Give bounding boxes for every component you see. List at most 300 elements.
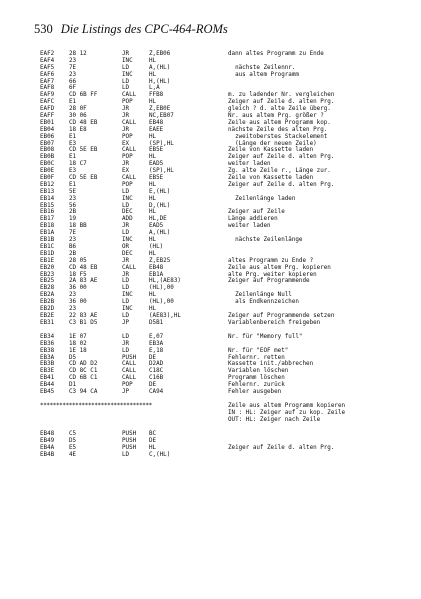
assembly-listing	[40, 51, 420, 459]
mnemonic-cell: INC	[122, 195, 133, 202]
address-cell: EB4B	[40, 451, 55, 458]
address-cell: EB01	[40, 119, 55, 126]
mnemonic-cell: LD	[122, 451, 130, 458]
comment-cell: weiter laden	[228, 223, 271, 230]
listing-row	[40, 285, 420, 292]
listing-row	[40, 175, 420, 182]
mnemonic-cell: LD	[122, 230, 130, 237]
address-cell: EB3A	[40, 354, 55, 361]
mnemonic-cell: LD	[122, 85, 130, 92]
address-cell: EB28	[40, 285, 55, 292]
address-cell: EAFC	[40, 99, 55, 106]
operand-cell: HL,(AE83)	[149, 278, 181, 285]
listing-row	[40, 452, 420, 459]
routine-output-text: OUT: HL: Zeiger nach Zeile	[228, 417, 321, 424]
opcode-bytes-cell: D1	[69, 382, 77, 389]
mnemonic-cell: OR	[122, 243, 130, 250]
opcode-bytes-cell: E3	[69, 168, 77, 175]
mnemonic-cell: JR	[122, 126, 130, 133]
operand-cell: HL	[149, 133, 157, 140]
comment-cell: Zeilenlänge Null	[228, 292, 292, 299]
opcode-bytes-cell: 1E 07	[69, 333, 87, 340]
operand-cell: L,A	[149, 85, 160, 92]
operand-cell: Z,EB0E	[149, 106, 171, 113]
address-cell: EB2E	[40, 312, 55, 319]
listing-row	[40, 368, 420, 375]
operand-cell: HL	[149, 181, 157, 188]
mnemonic-cell: INC	[122, 71, 133, 78]
address-cell: EB14	[40, 195, 55, 202]
operand-cell: HL	[149, 195, 157, 202]
address-cell: EB0B	[40, 154, 55, 161]
mnemonic-cell: LD	[122, 188, 130, 195]
opcode-bytes-cell: CD 48 EB	[69, 264, 98, 271]
address-cell: EB1A	[40, 230, 55, 237]
operand-cell: E,18	[149, 347, 164, 354]
mnemonic-cell: LD	[122, 347, 130, 354]
comment-cell: dann altes Programm zu Ende	[228, 51, 324, 57]
opcode-bytes-cell: 23	[69, 195, 77, 202]
mnemonic-cell: CALL	[122, 92, 137, 99]
operand-cell: HL	[149, 250, 157, 257]
listing-row	[40, 85, 420, 92]
listing-row	[40, 223, 420, 230]
listing-row	[40, 313, 420, 320]
mnemonic-cell: JR	[122, 257, 130, 264]
mnemonic-cell: JR	[122, 271, 130, 278]
listing-row	[40, 141, 420, 148]
address-cell: EB48	[40, 431, 55, 438]
operand-cell: C,(HL)	[149, 451, 171, 458]
opcode-bytes-cell: 18 C7	[69, 161, 87, 168]
mnemonic-cell: POP	[122, 181, 133, 188]
opcode-bytes-cell: 18 BB	[69, 223, 87, 230]
opcode-bytes-cell: 2A 83 AE	[69, 278, 98, 285]
mnemonic-cell: DEC	[122, 209, 133, 216]
listing-row	[40, 196, 420, 203]
operand-cell: A,(HL)	[149, 230, 171, 237]
mnemonic-cell: INC	[122, 57, 133, 64]
listing-row	[40, 161, 420, 168]
comment-cell: Zeile aus altem Prg. kopieren	[228, 264, 331, 271]
comment-cell: Zeiger auf Programmende setzen	[228, 312, 335, 319]
listing-row	[40, 306, 420, 313]
opcode-bytes-cell: 4E	[69, 451, 77, 458]
mnemonic-cell: JR	[122, 106, 130, 113]
operand-cell: D5B1	[149, 319, 164, 326]
mnemonic-cell: POP	[122, 99, 133, 106]
address-cell: EB04	[40, 126, 55, 133]
address-cell: EB45	[40, 389, 55, 396]
address-cell: EB25	[40, 278, 55, 285]
page-header	[34, 22, 414, 38]
mnemonic-cell: LD	[122, 299, 130, 306]
opcode-bytes-cell: 28 05	[69, 257, 87, 264]
mnemonic-cell: PUSH	[122, 444, 137, 451]
comment-cell: Fehlernr. zurück	[228, 382, 285, 389]
address-cell: EAF2	[40, 51, 55, 57]
mnemonic-cell: JR	[122, 51, 130, 57]
address-cell: EAF9	[40, 92, 55, 99]
operand-cell: HL	[149, 154, 157, 161]
address-cell: EB08	[40, 147, 55, 154]
opcode-bytes-cell: B6	[69, 243, 77, 250]
address-cell: EB18	[40, 223, 55, 230]
operand-cell: HL	[149, 71, 157, 78]
operand-cell: CA94	[149, 389, 164, 396]
opcode-bytes-cell: 30 06	[69, 113, 87, 120]
mnemonic-cell: EX	[122, 168, 130, 175]
address-cell: EB1B	[40, 237, 55, 244]
operand-cell: (SP),HL	[149, 140, 174, 147]
comment-cell: Zeiger auf Zeile d. alten Prg.	[228, 99, 335, 106]
opcode-bytes-cell: D5	[69, 354, 77, 361]
operand-cell: HL	[149, 209, 157, 216]
listing-row	[40, 251, 420, 258]
address-cell: EB07	[40, 140, 55, 147]
comment-cell: nächste Zeilenlänge	[228, 237, 303, 244]
mnemonic-cell: CALL	[122, 368, 137, 375]
operand-cell: EAEE	[149, 126, 164, 133]
mnemonic-cell: CALL	[122, 147, 137, 154]
opcode-bytes-cell: E3	[69, 140, 77, 147]
asterisk-separator: ***********************************	[40, 403, 152, 410]
operand-cell: A,(HL)	[149, 64, 171, 71]
operand-cell: EAD5	[149, 161, 164, 168]
operand-cell: H,(HL)	[149, 78, 171, 85]
comment-cell: alte Prg. weiter kopieren	[228, 271, 317, 278]
mnemonic-cell: POP	[122, 133, 133, 140]
operand-cell: HL	[149, 305, 157, 312]
address-cell: EB36	[40, 340, 55, 347]
operand-cell: BC	[149, 431, 157, 438]
opcode-bytes-cell: CD 5E EB	[69, 147, 98, 154]
mnemonic-cell: JP	[122, 319, 130, 326]
listing-row	[40, 230, 420, 237]
opcode-bytes-cell: 22 83 AE	[69, 312, 98, 319]
operand-cell: NC,EB07	[149, 113, 174, 120]
operand-cell: DE	[149, 438, 157, 445]
listing-row	[40, 445, 420, 452]
address-cell: EB20	[40, 264, 55, 271]
address-cell: EB49	[40, 438, 55, 445]
address-cell: EB0C	[40, 161, 55, 168]
address-cell: EAF7	[40, 78, 55, 85]
address-cell: EB44	[40, 382, 55, 389]
opcode-bytes-cell: 1E 18	[69, 347, 87, 354]
mnemonic-cell: POP	[122, 154, 133, 161]
operand-cell: D2AD	[149, 361, 164, 368]
address-cell: EB0F	[40, 175, 55, 182]
comment-cell: Fehlernr. retten	[228, 354, 285, 361]
listing-block-2	[40, 334, 420, 396]
operand-cell: E,07	[149, 333, 164, 340]
listing-row	[40, 237, 420, 244]
address-cell: EAF8	[40, 85, 55, 92]
address-cell: EB13	[40, 188, 55, 195]
opcode-bytes-cell: E1	[69, 133, 77, 140]
listing-row	[40, 189, 420, 196]
opcode-bytes-cell: D5	[69, 438, 77, 445]
comment-cell: Länge addieren	[228, 216, 278, 223]
address-cell: EB31	[40, 319, 55, 326]
mnemonic-cell: LD	[122, 64, 130, 71]
comment-cell: Fehler ausgeben	[228, 389, 282, 396]
opcode-bytes-cell: 23	[69, 71, 77, 78]
mnemonic-cell: INC	[122, 292, 133, 299]
listing-row	[40, 58, 420, 65]
mnemonic-cell: LD	[122, 312, 130, 319]
address-cell: EB3B	[40, 361, 55, 368]
mnemonic-cell: JR	[122, 340, 130, 347]
address-cell: EB23	[40, 271, 55, 278]
operand-cell: HL	[149, 292, 157, 299]
address-cell: EAF4	[40, 57, 55, 64]
operand-cell: DE	[149, 382, 157, 389]
address-cell: EB15	[40, 202, 55, 209]
comment-cell: Nr. für "Memory full"	[228, 333, 303, 340]
opcode-bytes-cell: E1	[69, 154, 77, 161]
comment-cell: m. zu ladender Nr. vergleichen	[228, 92, 335, 99]
block-spacer	[40, 327, 420, 334]
mnemonic-cell: POP	[122, 382, 133, 389]
listing-row	[40, 120, 420, 127]
operand-cell: Z,EB06	[149, 51, 171, 57]
opcode-bytes-cell: 18 02	[69, 340, 87, 347]
address-cell: EB2B	[40, 299, 55, 306]
listing-row	[40, 431, 420, 438]
opcode-bytes-cell: CD 8C C1	[69, 368, 98, 375]
opcode-bytes-cell: 2B	[69, 209, 77, 216]
listing-row	[40, 92, 420, 99]
mnemonic-cell: CALL	[122, 264, 137, 271]
address-cell: EB3E	[40, 368, 55, 375]
opcode-bytes-cell: 19	[69, 216, 77, 223]
comment-cell: Zeiger auf Programmende	[228, 278, 310, 285]
operand-cell: C18C	[149, 368, 164, 375]
operand-cell: HL	[149, 99, 157, 106]
listing-row	[40, 154, 420, 161]
comment-cell: Zeile von Kassette laden	[228, 175, 314, 182]
address-cell: EB2D	[40, 305, 55, 312]
mnemonic-cell: JR	[122, 113, 130, 120]
address-cell: EB12	[40, 181, 55, 188]
operand-cell: HL	[149, 57, 157, 64]
operand-cell: FFB8	[149, 92, 164, 99]
address-cell: EB06	[40, 133, 55, 140]
opcode-bytes-cell: C5	[69, 431, 77, 438]
listing-row	[40, 334, 420, 341]
listing-row	[40, 216, 420, 223]
operand-cell: D,(HL)	[149, 202, 171, 209]
mnemonic-cell: INC	[122, 305, 133, 312]
opcode-bytes-cell: 23	[69, 57, 77, 64]
comment-cell: Variablenbereich freigeben	[228, 319, 321, 326]
listing-row	[40, 134, 420, 141]
mnemonic-cell: LD	[122, 78, 130, 85]
comment-cell: nächste Zeile des alten Prg.	[228, 126, 328, 133]
listing-row	[40, 292, 420, 299]
mnemonic-cell: JR	[122, 161, 130, 168]
address-cell: EAFD	[40, 106, 55, 113]
opcode-bytes-cell: 23	[69, 305, 77, 312]
listing-row	[40, 99, 420, 106]
opcode-bytes-cell: C3 B1 D5	[69, 319, 98, 326]
operand-cell: HL	[149, 444, 157, 451]
opcode-bytes-cell: 18 E8	[69, 126, 87, 133]
operand-cell: EB48	[149, 264, 164, 271]
opcode-bytes-cell: 6F	[69, 85, 77, 92]
opcode-bytes-cell: 7E	[69, 64, 77, 71]
address-cell: EB0E	[40, 168, 55, 175]
operand-cell: (SP),HL	[149, 168, 174, 175]
operand-cell: EAD5	[149, 223, 164, 230]
opcode-bytes-cell: E1	[69, 181, 77, 188]
listing-row	[40, 79, 420, 86]
address-cell: EAF5	[40, 64, 55, 71]
listing-row	[40, 147, 420, 154]
block-spacer	[40, 424, 420, 431]
opcode-bytes-cell: E1	[69, 99, 77, 106]
mnemonic-cell: INC	[122, 237, 133, 244]
opcode-bytes-cell: 28 0F	[69, 106, 87, 113]
comment-cell: Zg. alte Zeile r., Länge zur.	[228, 168, 331, 175]
mnemonic-cell: CALL	[122, 175, 137, 182]
mnemonic-cell: PUSH	[122, 354, 137, 361]
opcode-bytes-cell: 18 F5	[69, 271, 87, 278]
comment-cell: Kassette init./abbrechen	[228, 361, 314, 368]
address-cell: EB1C	[40, 243, 55, 250]
operand-cell: (HL),00	[149, 285, 174, 292]
routine-input-note	[40, 410, 420, 417]
mnemonic-cell: EX	[122, 140, 130, 147]
routine-description: Zeile aus altem Programm kopieren	[228, 403, 346, 410]
listing-row	[40, 203, 420, 210]
mnemonic-cell: LD	[122, 333, 130, 340]
operand-cell: C16B	[149, 375, 164, 382]
mnemonic-cell: CALL	[122, 375, 137, 382]
mnemonic-cell: CALL	[122, 119, 137, 126]
opcode-bytes-cell: CD 6B FF	[69, 92, 98, 99]
address-cell: EB34	[40, 333, 55, 340]
comment-cell: Zeiger auf Zeile d. alten Prg.	[228, 154, 335, 161]
comment-cell: Zeiger auf Zeile	[228, 209, 285, 216]
opcode-bytes-cell: 2B	[69, 250, 77, 257]
listing-row	[40, 258, 420, 265]
address-cell: EB38	[40, 347, 55, 354]
opcode-bytes-cell: 66	[69, 78, 77, 85]
comment-cell: gleich ? d. alte Zeile überg.	[228, 106, 331, 113]
listing-row	[40, 209, 420, 216]
operand-cell: EB48	[149, 119, 164, 126]
mnemonic-cell: ADD	[122, 216, 133, 223]
mnemonic-cell: LD	[122, 285, 130, 292]
opcode-bytes-cell: 23	[69, 237, 77, 244]
address-cell: EB2A	[40, 292, 55, 299]
listing-row	[40, 438, 420, 445]
mnemonic-cell: JP	[122, 389, 130, 396]
comment-cell: Programm löschen	[228, 375, 285, 382]
listing-row	[40, 299, 420, 306]
listing-row	[40, 65, 420, 72]
listing-row	[40, 106, 420, 113]
listing-row	[40, 265, 420, 272]
comment-cell: Zeile aus altem Programm kop.	[228, 119, 331, 126]
mnemonic-cell: DEC	[122, 250, 133, 257]
address-cell: EB41	[40, 375, 55, 382]
listing-row	[40, 320, 420, 327]
listing-row	[40, 72, 420, 79]
opcode-bytes-cell: CD 5E EB	[69, 175, 98, 182]
operand-cell: HL	[149, 237, 157, 244]
listing-row	[40, 272, 420, 279]
address-cell: EB16	[40, 209, 55, 216]
mnemonic-cell: LD	[122, 202, 130, 209]
opcode-bytes-cell: 36 00	[69, 299, 87, 306]
address-cell: EAF6	[40, 71, 55, 78]
listing-row	[40, 348, 420, 355]
comment-cell: aus altem Programm	[228, 71, 299, 78]
mnemonic-cell: PUSH	[122, 431, 137, 438]
listing-row	[40, 375, 420, 382]
opcode-bytes-cell: E5	[69, 444, 77, 451]
operand-cell: (HL)	[149, 243, 164, 250]
operand-cell: (HL),00	[149, 299, 174, 306]
operand-cell: EB1A	[149, 271, 164, 278]
operand-cell: DE	[149, 354, 157, 361]
mnemonic-cell: JR	[122, 223, 130, 230]
operand-cell: EB5E	[149, 147, 164, 154]
comment-cell: Variablen löschen	[228, 368, 289, 375]
mnemonic-cell: CALL	[122, 361, 137, 368]
listing-block-1	[40, 51, 420, 327]
listing-row	[40, 382, 420, 389]
block-spacer	[40, 396, 420, 403]
listing-row	[40, 182, 420, 189]
page-title: Die Listings des CPC-464-ROMs	[60, 22, 228, 36]
opcode-bytes-cell: 5E	[69, 188, 77, 195]
listing-row	[40, 341, 420, 348]
listing-block-3	[40, 431, 420, 459]
operand-cell: E,(HL)	[149, 188, 171, 195]
operand-cell: (AE83),HL	[149, 312, 181, 319]
comment-cell: altes Programm zu Ende ?	[228, 257, 314, 264]
opcode-bytes-cell: 36 00	[69, 285, 87, 292]
routine-input-text: IN : HL: Zeiger auf zu kop. Zeile	[228, 410, 346, 417]
listing-row	[40, 278, 420, 285]
comment-cell: Zeiger auf Zeile d. alten Prg.	[228, 181, 335, 188]
listing-row	[40, 244, 420, 251]
listing-row	[40, 113, 420, 120]
address-cell: EB4A	[40, 444, 55, 451]
comment-cell: Nr. für "EOF met"	[228, 347, 289, 354]
comment-cell: Zeilenlänge laden	[228, 195, 296, 202]
comment-cell: (Länge der neuen Zeile)	[228, 140, 317, 147]
separator-row	[40, 403, 420, 410]
comment-cell: Zeile von Kassette laden	[228, 147, 314, 154]
page-number: 530	[34, 22, 53, 36]
operand-cell: EB5E	[149, 175, 164, 182]
opcode-bytes-cell: 28 12	[69, 51, 87, 57]
listing-row	[40, 389, 420, 396]
routine-output-note	[40, 417, 420, 424]
listing-row	[40, 51, 420, 58]
comment-cell: Nr. aus altem Prg. größer ?	[228, 113, 324, 120]
mnemonic-cell: LD	[122, 278, 130, 285]
comment-cell: zweitoberstes Stackelement	[228, 133, 328, 140]
address-cell: EB17	[40, 216, 55, 223]
listing-row	[40, 355, 420, 362]
